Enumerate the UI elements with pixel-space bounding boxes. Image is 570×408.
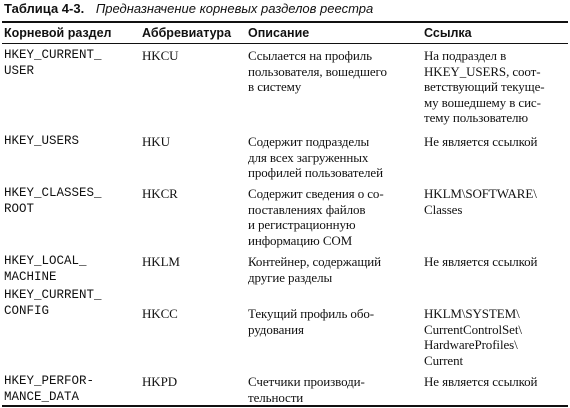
table-bottom-rule [2, 405, 568, 407]
table-row-5-desc: Текущий профиль обо- рудования [248, 306, 374, 337]
header-abbreviation: Аббревиатура [142, 26, 232, 40]
header-link: Ссылка [424, 26, 472, 40]
header-root-key: Корневой раздел [4, 26, 112, 40]
table-row-3-root: HKEY_CLASSES_ ROOT [4, 186, 102, 216]
table-row-2-abbr: HKU [142, 134, 170, 149]
table-caption [4, 1, 566, 17]
table-top-rule [2, 21, 568, 23]
table-row-5-abbr: HKCC [142, 306, 178, 321]
table-title: Предназначение корневых разделов реестра [95, 1, 374, 16]
table-row-6-root: HKEY_PERFOR- MANCE_DATA [4, 374, 95, 404]
table-row-6-abbr: HKPD [142, 374, 177, 389]
table-row-2-desc: Содержит подразделы для всех загруженных профилей пользователей [248, 134, 383, 180]
table-row-3-link: HKLM\SOFTWARE\ Classes [424, 186, 537, 217]
table-row-4-abbr: HKLM [142, 254, 180, 269]
table-row-5-link: HKLM\SYSTEM\ CurrentControlSet\ HardwareProfiles\ Current [424, 306, 522, 368]
header-description: Описание [248, 26, 310, 40]
table-row-5-root: HKEY_CURRENT_ CONFIG [4, 288, 102, 318]
table-row-3-abbr: HKCR [142, 186, 178, 201]
table-number: Таблица 4-3. [4, 1, 85, 16]
table-row-1-abbr: HKCU [142, 48, 179, 63]
table-row-4-link: Не является ссылкой [424, 254, 538, 269]
table-row-1-root: HKEY_CURRENT_ USER [4, 48, 102, 78]
table-row-4-desc: Контейнер, содержащий другие разделы [248, 254, 381, 285]
table-row-6-desc: Счетчики производи- тельности [248, 374, 365, 405]
table-row-6-link: Не является ссылкой [424, 374, 538, 389]
table-row-1-desc: Ссылается на профиль пользователя, вошедшего в систему [248, 48, 387, 94]
table-row-1-link: На подраздел в HKEY_USERS, соот- ветствующий текуще- му вошедшему в сис- тему пользователю [424, 48, 545, 125]
table-row-4-root: HKEY_LOCAL_ MACHINE [4, 254, 87, 284]
table-row-3-desc: Содержит сведения о со- поставлениях файлов и регистрационную информацию COM [248, 186, 384, 248]
header-rule [2, 43, 568, 44]
table-row-2-root: HKEY_USERS [4, 134, 80, 148]
table-row-2-link: Не является ссылкой [424, 134, 538, 149]
